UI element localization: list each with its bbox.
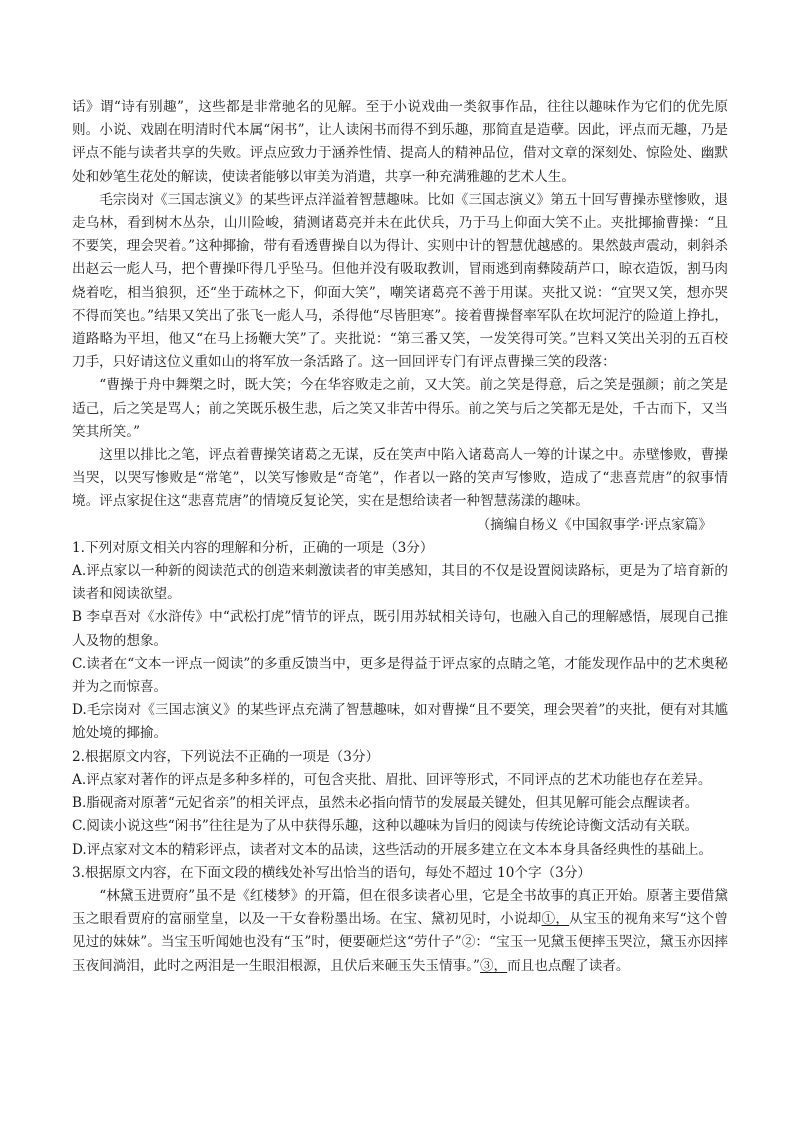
question-3-text-a: “林黛玉进贾府”虽不是《红楼梦》的开篇，但在很多读者心里，它是全书故事的真正开始。原著主要借黛玉之眼看贾府的富丽堂皇，以及一干女眷粉墨出场。在宝、黛初见时，小说却	[72, 887, 728, 928]
question-2-stem: 2.根据原文内容，下列说法不正确的一项是（3分）	[72, 748, 380, 765]
passage-paragraph-4: 这里以排比之笔，评点着曹操笑诸葛之无谋，反在笑声中陷入诸葛高人一筹的计谋之中。赤壁惨败，曹操当哭，以哭写惨败是“常笔”，以笑写惨败是“奇笔”，作者以一路的笑声写惨败，造成了“悲喜荒唐”的叙事情境。评点家捉住这“悲喜荒唐”的情境反复论笑，实在是想给读者一种智慧荡漾的趣味。	[72, 447, 728, 510]
question-2-option-b: B.脂砚斋对原著“元妃省亲”的相关评点，虽然未必指向情节的发展最关键处，但其见解可能会点醒读者。	[72, 795, 699, 812]
question-1-option-a: A.评点家以一种新的阅读范式的创造来刺激读者的审美感知，其目的不仅是设置阅读路标，更是为了培育新的读者和阅读欲望。	[72, 563, 728, 603]
passage-paragraph-2: 毛宗岗对《三国志演义》的某些评点洋溢着智慧趣味。比如《三国志演义》第五十回写曹操赤壁惨败，退走乌林，看到树木丛杂，山川险峻，猜测诸葛亮并未在此伏兵，乃于马上仰面大笑不止。夹批揶揄曹操：“且不要笑，理会哭着。”这种揶揄，带有看透曹操自以为得计、实则中计的智慧优越感的。果然鼓声震动，刺斜杀出赵云一彪人马，把个曹操吓得几乎坠马。但他并没有吸取教训，冒雨逃到南彝陵葫芦口，晾衣造饭，割马肉烧着吃，相当狼狈，还“坐于疏林之下，仰面大笑”，嘲笑诸葛亮不善于用谋。夹批又说：“宜哭又笑，想亦哭不得而笑也。”结果又笑出了张飞一彪人马，杀得他“尽皆胆寒”。接着曹操督率军队在坎坷泥泞的险道上挣扎，道路略为平坦，他又“在马上扬鞭大笑”了。夹批说：“第三番又笑，一发笑得可笑。”岂料又笑出关羽的五百校刀手，只好请这位义重如山的将军放一条活路了。这一回回评专门有评点曹操三笑的段落：	[72, 191, 728, 371]
passage-source: （摘编自杨义《中国叙事学·评点家篇》	[476, 516, 712, 533]
question-3-passage	[72, 885, 728, 978]
question-3-blank-1: ①，	[541, 911, 570, 928]
question-2-option-a: A.评点家对著作的评点是多种多样的，可包含夹批、眉批、回评等形式，不同评点的艺术功能也存在差异。	[72, 771, 712, 788]
question-2-option-d: D.评点家对文本的精彩评点，读者对文本的品读，这些活动的开展多建立在文本本身具备经典性的基础上。	[72, 841, 713, 858]
question-1-option-b: B 李卓吾对《水浒传》中“武松打虎”情节的评点，既引用苏轼相关诗句，也融入自己的理解感悟，展现自己推人及物的想象。	[72, 609, 728, 649]
question-3-blank-3: ③，	[479, 957, 508, 974]
question-3-stem: 3.根据原文内容，在下面文段的横线处补写出恰当的语句，每处不超过 10个字（3分）	[72, 864, 592, 881]
question-1-stem: 1.下列对原文相关内容的理解和分析，正确的一项是（3分）	[72, 539, 434, 556]
question-2-option-c: C.阅读小说这些“闲书”往往是为了从中获得乐趣，这种以趣味为旨归的阅读与传统论诗衡文活动有关联。	[72, 818, 699, 835]
document-page	[72, 96, 728, 978]
question-3-text-b: 从宝玉的视角来写“这个曾见过的妹妹”。当宝玉听闻她也没有“玉”时，便要砸烂这“劳什子”②：“宝玉一见黛玉便摔玉哭泣，黛玉亦因摔玉夜间淌泪，此时之两泪是一生眼泪根源，且伏后来砸玉失玉情事。”	[72, 911, 729, 974]
passage-paragraph-1: 话》谓“诗有别趣”，这些都是非常驰名的见解。至于小说戏曲一类叙事作品，往往以趣味作为它们的优先原则。小说、戏剧在明清时代本属“闲书”，让人读闲书而得不到乐趣，那简直是造孽。因此，评点而无趣，乃是评点不能与读者共享的失败。评点应致力于涵养性情、提高人的精神品位，借对文章的深刻处、惊险处、幽默处和妙笔生花处的解读，使读者能够以审美为消遣，共享一种充满雅趣的艺术人生。	[72, 99, 728, 185]
question-1-option-c: C.读者在“文本一评点一阅读”的多重反馈当中，更多是得益于评点家的点睛之笔，才能发现作品中的艺术奥秘并为之而惊喜。	[72, 655, 728, 696]
passage-quote: “曹操于舟中舞槊之时，既大笑；今在华容败走之前，又大笑。前之笑是得意，后之笑是强颜；前之笑是适己，后之笑是骂人；前之笑既乐极生悲，后之笑又非苦中得乐。前之笑与后之笑都无是处，千古而下，又当笑其所笑。”	[72, 377, 728, 440]
question-1-option-d: D.毛宗岗对《三国志演义》的某些评点充满了智慧趣味，如对曹操“且不要笑，理会哭着”的夹批，便有对其尴尬处境的揶揄。	[72, 702, 728, 742]
question-3-text-c: 而且也点醒了读者。	[507, 957, 630, 974]
